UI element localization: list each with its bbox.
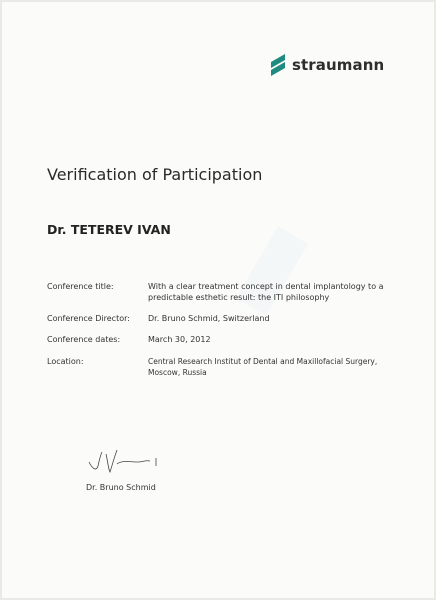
signature-image	[84, 444, 174, 476]
location-label: Location:	[47, 357, 84, 366]
straumann-logo-mark-icon	[267, 52, 289, 78]
logo-text: straumann	[292, 56, 385, 74]
certificate-page	[2, 2, 434, 598]
watermark-icon	[212, 202, 332, 322]
document-title: Verification of Participation	[47, 165, 263, 184]
participant-name: Dr. TETEREV IVAN	[47, 222, 171, 237]
signer-name: Dr. Bruno Schmid	[86, 483, 156, 492]
location-value: Central Research Institut of Dental and Maxillofacial Surgery, Moscow, Russia	[148, 357, 378, 377]
conference-director-value: Dr. Bruno Schmid, Switzerland	[148, 314, 270, 323]
conference-title-label: Conference title:	[47, 282, 114, 291]
straumann-logo	[267, 52, 384, 78]
conference-dates-value: March 30, 2012	[148, 335, 211, 344]
conference-dates-label: Conference dates:	[47, 335, 121, 344]
conference-director-label: Conference Director:	[47, 314, 130, 323]
conference-title-value: With a clear treatment concept in dental implantology to a predictable esthetic result: the ITI philosophy	[148, 282, 384, 302]
